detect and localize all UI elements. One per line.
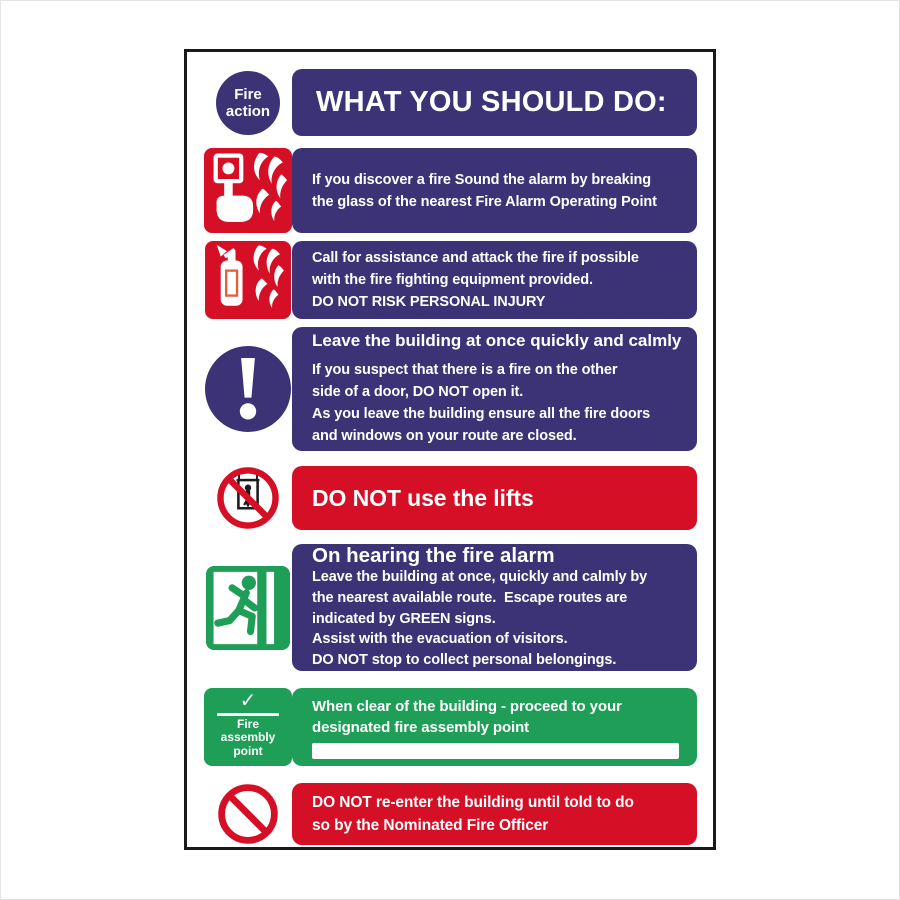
on-hearing-alarm-panel	[292, 544, 697, 671]
do-not-use-lift-icon	[216, 466, 280, 530]
assistance-line-2: with the fire fighting equipment provided.	[312, 272, 593, 288]
discover-fire-row	[204, 148, 697, 233]
fire-action-badge	[216, 71, 280, 135]
alarm-line-4: Assist with the evacuation of visitors.	[312, 631, 568, 648]
fire-alarm-call-point-icon	[204, 148, 292, 233]
do-not-use-lifts-row	[204, 466, 697, 530]
fire-assembly-point-icon	[204, 688, 292, 766]
assembly-tile-line3: point	[233, 743, 263, 758]
reenter-line-1: DO NOT re-enter the building until told to do	[312, 794, 634, 811]
badge-line2: action	[225, 102, 271, 120]
reenter-line-2: so by the Nominated Fire Officer	[312, 817, 549, 834]
header-panel	[292, 69, 697, 136]
leave-line-4: and windows on your route are closed.	[312, 428, 577, 444]
do-not-reenter-panel	[292, 783, 697, 845]
assembly-point-row	[204, 688, 697, 766]
badge-line1: Fire	[234, 85, 262, 103]
assembly-point-write-in-area	[312, 743, 679, 759]
alarm-line-1: Leave the building at once, quickly and calmly by	[312, 569, 648, 585]
assembly-line-1: When clear of the building - proceed to your	[312, 697, 622, 715]
leave-heading: Leave the building at once quickly and calmly	[312, 331, 682, 350]
discover-line-2: the glass of the nearest Fire Alarm Operating Point	[312, 193, 657, 210]
assembly-point-panel	[292, 688, 697, 766]
call-assistance-row	[204, 241, 697, 319]
leave-line-2: side of a door, DO NOT open it.	[312, 384, 524, 400]
alarm-line-2: the nearest available route. Escape routes are	[312, 589, 628, 606]
mandatory-exclamation-icon	[205, 346, 291, 432]
fire-extinguisher-icon	[205, 241, 291, 319]
alarm-line-5: DO NOT stop to collect personal belongings.	[312, 652, 617, 669]
leave-building-row	[204, 327, 697, 451]
fire-exit-running-man-icon	[206, 566, 290, 650]
leave-line-1: If you suspect that there is a fire on the other	[312, 362, 618, 378]
assembly-tile-line2: assembly	[220, 730, 276, 744]
alarm-line-3: indicated by GREEN signs.	[312, 610, 496, 627]
assistance-line-1: Call for assistance and attack the fire if possible	[312, 250, 639, 266]
leave-line-3: As you leave the building ensure all the fire doors	[312, 406, 651, 422]
call-assistance-panel	[292, 241, 697, 319]
fire-action-sign	[184, 49, 716, 850]
do-not-reenter-row	[204, 783, 697, 845]
check-icon: ✓	[239, 690, 257, 712]
assembly-tile-line1: Fire	[236, 716, 259, 731]
alarm-heading: On hearing the fire alarm	[312, 544, 555, 567]
divider-line	[217, 713, 279, 716]
header-title: WHAT YOU SHOULD DO:	[316, 86, 667, 118]
header-row	[204, 69, 697, 136]
lifts-text: DO NOT use the lifts	[312, 484, 534, 511]
do-not-use-lifts-panel	[292, 466, 697, 530]
assistance-line-3: DO NOT RISK PERSONAL INJURY	[312, 294, 546, 310]
on-hearing-alarm-row	[204, 544, 697, 671]
discover-line-1: If you discover a fire Sound the alarm by breaking	[312, 171, 652, 188]
prohibition-icon	[217, 783, 279, 845]
leave-building-panel	[292, 327, 697, 451]
discover-fire-panel	[292, 148, 697, 233]
assembly-line-2: designated fire assembly point	[312, 718, 530, 736]
